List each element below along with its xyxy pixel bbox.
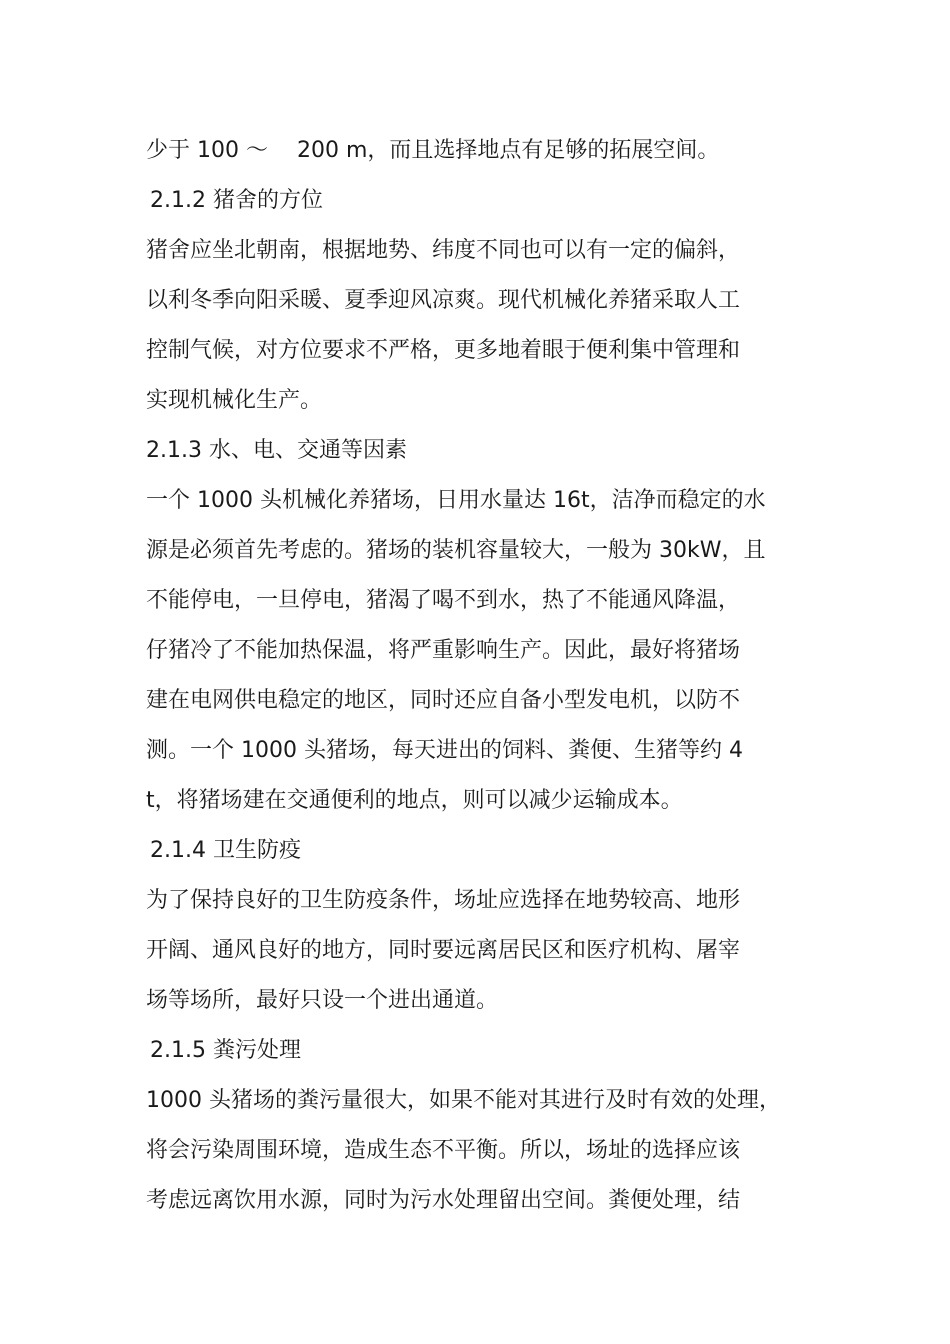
paragraph-line: 为了保持良好的卫生防疫条件，场址应选择在地势较高、地形: [146, 888, 741, 913]
paragraph-line: 场等场所，最好只设一个进出通道。: [146, 988, 499, 1013]
paragraph-line: 建在电网供电稳定的地区，同时还应自备小型发电机，以防不: [146, 688, 741, 713]
section-heading-2-1-5: 2.1.5 粪污处理: [150, 1038, 301, 1063]
paragraph-line: 测。一个 1000 头猪场，每天进出的饲料、粪便、生猪等约 4: [146, 738, 743, 763]
paragraph-line: t，将猪场建在交通便利的地点，则可以减少运输成本。: [146, 788, 683, 813]
document-body: [146, 126, 818, 1226]
paragraph-line: 开阔、通风良好的地方，同时要远离居民区和医疗机构、屠宰: [146, 938, 741, 963]
section-heading-2-1-2: 2.1.2 猪舍的方位: [150, 188, 323, 213]
paragraph-line: 实现机械化生产。: [146, 388, 323, 413]
paragraph-line: 控制气候，对方位要求不严格，更多地着眼于便利集中管理和: [146, 338, 741, 363]
paragraph-line: 考虑远离饮用水源，同时为污水处理留出空间。粪便处理，结: [146, 1188, 741, 1213]
paragraph-line: 一个 1000 头机械化养猪场，日用水量达 16t，洁净而稳定的水: [146, 488, 766, 513]
section-heading-2-1-4: 2.1.4 卫生防疫: [150, 838, 301, 863]
paragraph-line: 猪舍应坐北朝南，根据地势、纬度不同也可以有一定的偏斜，: [146, 238, 741, 263]
paragraph-line: 将会污染周围环境，造成生态不平衡。所以，场址的选择应该: [146, 1138, 741, 1163]
paragraph-line: 仔猪冷了不能加热保温，将严重影响生产。因此，最好将猪场: [146, 638, 741, 663]
paragraph-line: 少于 100 ～ 200 m，而且选择地点有足够的拓展空间。: [146, 138, 720, 163]
section-heading-2-1-3: 2.1.3 水、电、交通等因素: [146, 438, 407, 463]
paragraph-line: 1000 头猪场的粪污量很大，如果不能对其进行及时有效的处理，: [146, 1088, 781, 1113]
paragraph-line: 以利冬季向阳采暖、夏季迎风凉爽。现代机械化养猪采取人工: [146, 288, 741, 313]
paragraph-line: 不能停电，一旦停电，猪渴了喝不到水，热了不能通风降温，: [146, 588, 741, 613]
paragraph-line: 源是必须首先考虑的。猪场的装机容量较大，一般为 30kW，且: [146, 538, 766, 563]
